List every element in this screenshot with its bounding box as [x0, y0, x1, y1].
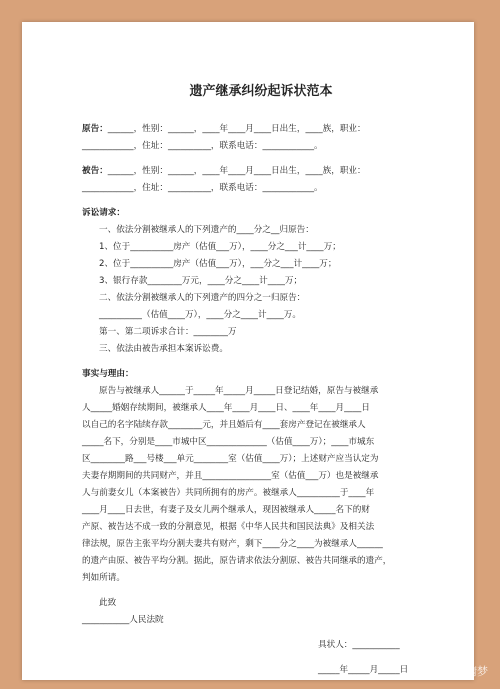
defendant-info-1: ______，性别：______，____年____月____日出生，____族，职业： [107, 166, 366, 176]
facts-line: _____名下，分别是____市城中区______________（估值____万）；____市城东 [82, 437, 375, 447]
plaintiff-line-1 [82, 121, 440, 138]
facts-line: 人_____婚姻存续期间，被继承人____年____月____日、____年____月____日 [82, 403, 370, 413]
watermark-text: 什么是情梦 [433, 665, 488, 678]
facts-line: 律法规，原告主张平均分割夫妻共有财产，剩下____分之____为被继承人______ [82, 539, 383, 549]
facts-line: ____月____日去世，有妻子及女儿两个继承人，现因被继承人_____名下的财 [82, 505, 370, 515]
watermark-logo-icon [417, 665, 430, 678]
closing-greeting: 此致 [99, 598, 117, 608]
plaintiff-line-2: ____________，住址：__________，联系电话：____________。 [82, 141, 323, 151]
facts-line: 人与前妻女儿（本案被告）共同所拥有的房产。被继承人__________于____年 [82, 488, 375, 498]
facts-line: 产原、被告达不成一致的分割意见，根据《中华人民共和国民法典》及相关法 [82, 522, 375, 532]
claims-heading: 诉讼请求： [82, 208, 125, 218]
facts-heading: 事实与理由： [82, 369, 134, 379]
claim-line: __________（估值____万），____分之____计____万。 [99, 310, 301, 320]
facts-line: 的遗产由原、被告平均分割。据此，原告请求依法分割原、被告共同继承的遗产， [82, 556, 392, 566]
facts-line: 判如所请。 [82, 573, 125, 583]
court-name: ___________人民法院 [82, 615, 164, 625]
date-line: _____年_____月_____日 [318, 665, 409, 675]
defendant-label: 被告： [82, 166, 108, 176]
document-title: 遗产继承纠纷起诉状范本 [189, 84, 333, 99]
claim-line: 第一、第二项诉求合计：________万 [99, 327, 237, 337]
claim-line: 2、位于__________房产（估值___万），___分之___计____万； [99, 259, 337, 269]
watermark [417, 663, 488, 679]
defendant-line-1 [82, 163, 440, 180]
signer-line: 具状人：___________ [318, 640, 400, 650]
claim-line: 一、依法分割被继承人的下列遗产的____分之__归原告： [99, 225, 314, 235]
facts-line: 区________路___号楼___单元________室（估值____万）；上述财产应当认定为 [82, 454, 379, 464]
claim-line: 三、依法由被告承担本案诉讼费。 [99, 344, 228, 354]
claim-line: 二、依法分割被继承人的下列遗产的四分之一归原告： [99, 293, 306, 303]
claim-line: 3、银行存款________万元，____分之____计____万； [99, 276, 303, 286]
defendant-line-2: ____________，住址：__________，联系电话：____________。 [82, 183, 323, 193]
facts-line: 以自己的名字陆续存款________元，并且婚后有____套房产登记在被继承人 [82, 420, 366, 430]
facts-line: 原告与被继承人______于_____年_____月_____日登记结婚，原告与被继承 [99, 386, 379, 396]
facts-line: 夫妻存期期间的共同财产，并且________________室（估值___万）也是被继承 [82, 471, 379, 481]
plaintiff-info-1: ______，性别：______，____年____月____日出生，____族，职业： [107, 124, 366, 134]
document-page [22, 22, 474, 680]
claim-line: 1、位于__________房产（估值___万），____分之___计____万； [99, 242, 341, 252]
plaintiff-label: 原告： [82, 124, 108, 134]
